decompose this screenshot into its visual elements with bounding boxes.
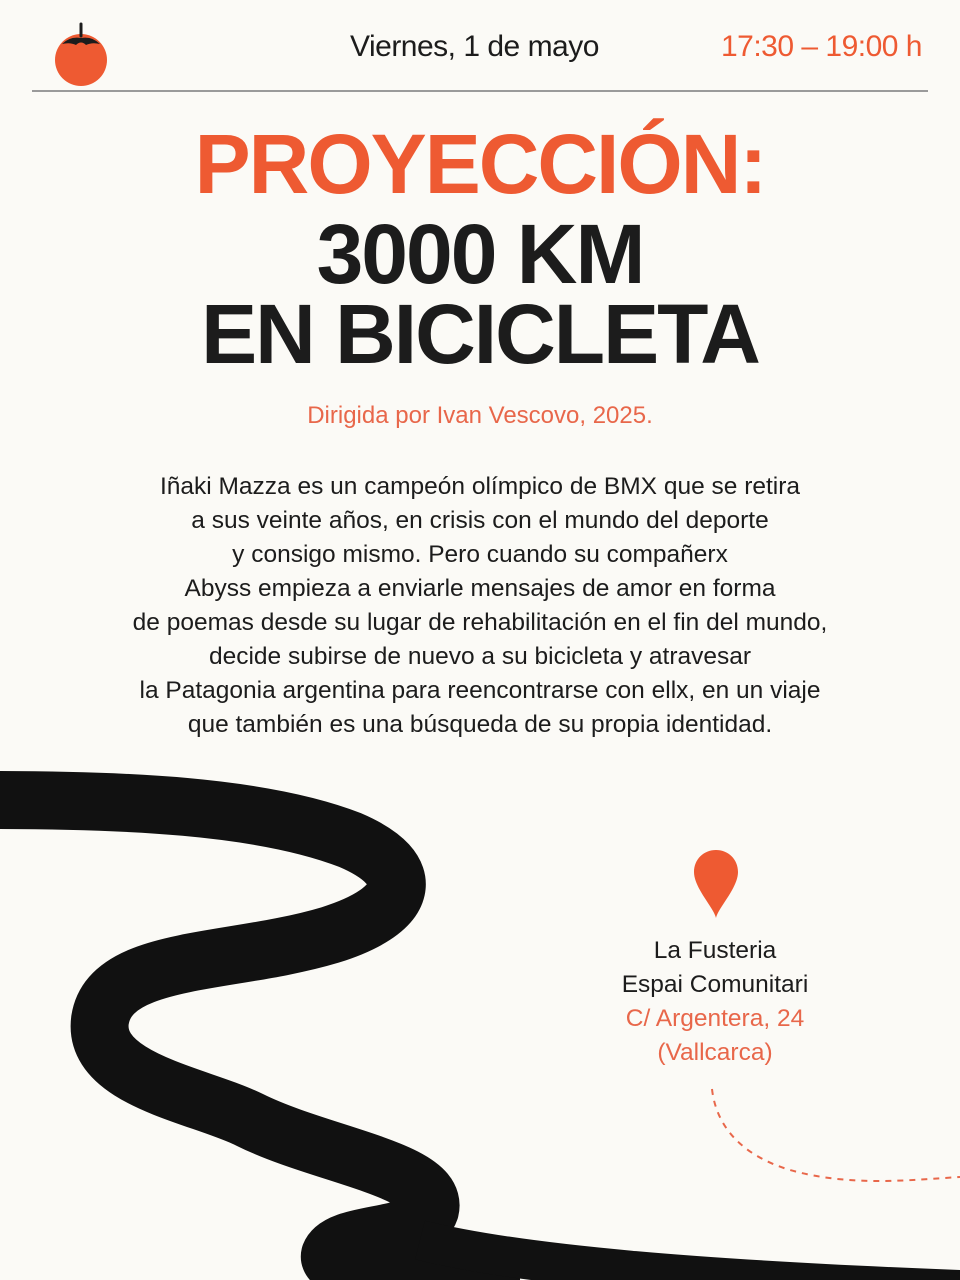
synopsis-line: que también es una búsqueda de su propia identidad. <box>187 711 773 738</box>
map-pin-icon <box>692 848 740 920</box>
venue-neighborhood: (Vallcarca) <box>657 1039 773 1066</box>
synopsis <box>40 470 920 742</box>
tomato-icon <box>50 18 112 88</box>
synopsis-line: a sus veinte años, en crisis con el mundo del deporte <box>191 507 769 534</box>
synopsis-line: decide subirse de nuevo a su bicicleta y atravesar <box>208 643 752 670</box>
synopsis-line: y consigo mismo. Pero cuando su compañerx <box>232 541 728 568</box>
venue-address: C/ Argentera, 24 <box>625 1005 805 1032</box>
event-time: 17:30 – 19:00 h <box>720 30 922 63</box>
synopsis-line: la Patagonia argentina para reencontrarse con ellx, en un viaje <box>139 677 821 704</box>
dashed-route-line <box>700 1085 960 1195</box>
venue-name: La Fusteria <box>653 937 777 964</box>
event-date: Viernes, 1 de mayo <box>350 30 599 63</box>
title-line-3: EN BICICLETA <box>201 287 759 381</box>
venue-info <box>560 934 870 1070</box>
synopsis-line: Iñaki Mazza es un campeón olímpico de BMX que se retira <box>159 473 801 500</box>
title-line-2: 3000 KM <box>316 207 644 301</box>
venue-subtitle: Espai Comunitari <box>621 971 809 998</box>
director-credit: Dirigida por Ivan Vescovo, 2025. <box>307 402 653 429</box>
synopsis-line: de poemas desde su lugar de rehabilitación en el fin del mundo, <box>132 609 828 636</box>
synopsis-line: Abyss empieza a enviarle mensajes de amor en forma <box>184 575 776 602</box>
header-divider <box>32 90 928 92</box>
title-line-1: PROYECCIÓN: <box>194 117 766 211</box>
